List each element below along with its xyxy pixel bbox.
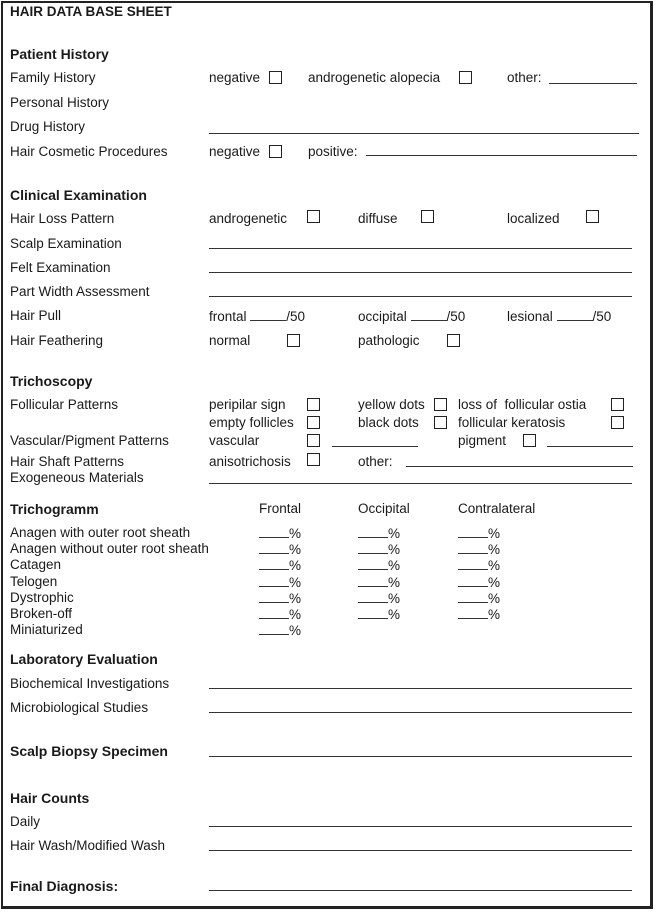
percent-blank[interactable] [259, 622, 289, 635]
trichogramm-row-label: Anagen without outer root sheath [10, 541, 209, 556]
section-laboratory-evaluation: Laboratory Evaluation [10, 651, 158, 667]
section-final-diagnosis: Final Diagnosis: [10, 878, 119, 894]
hair-pull-label: Hair Pull [10, 308, 62, 323]
yellow-dots-label: yellow dots [358, 397, 425, 412]
personal-history-label: Personal History [10, 95, 110, 110]
hair-feathering-label: Hair Feathering [10, 333, 104, 348]
felt-examination-field[interactable] [209, 272, 632, 273]
percent-sign: % [289, 526, 302, 541]
percent-blank[interactable] [358, 590, 388, 603]
percent-sign: % [388, 526, 401, 541]
loss-of-follicular-ostia-label: loss of follicular ostia [458, 397, 587, 412]
hair-pull-frontal[interactable] [209, 308, 305, 325]
trichogramm-cell-occipital[interactable] [358, 541, 400, 558]
percent-blank[interactable] [259, 606, 289, 619]
percent-sign: % [488, 575, 501, 590]
percent-sign: % [289, 558, 302, 573]
percent-blank[interactable] [259, 557, 289, 570]
trichogramm-cell-contralateral[interactable] [458, 541, 500, 558]
percent-sign: % [289, 623, 302, 638]
empty-follicles-label: empty follicles [209, 415, 294, 430]
percent-sign: % [488, 542, 501, 557]
family-negative-label: negative [209, 70, 261, 85]
trichogramm-cell-contralateral[interactable] [458, 574, 500, 591]
drug-history-field[interactable] [209, 133, 639, 134]
trichogramm-row-label: Telogen [10, 574, 58, 589]
hair-shaft-other-field[interactable] [406, 466, 633, 467]
section-scalp-biopsy: Scalp Biopsy Specimen [10, 743, 168, 759]
percent-sign: % [289, 542, 302, 557]
col-frontal: Frontal [259, 501, 302, 516]
trichogramm-cell-contralateral[interactable] [458, 590, 500, 607]
family-aga-checkbox[interactable] [459, 71, 472, 84]
frontal-blank[interactable] [250, 308, 286, 321]
hair-pull-occipital[interactable] [358, 308, 465, 325]
percent-sign: % [488, 607, 501, 622]
percent-sign: % [388, 607, 401, 622]
localized-label: localized [507, 211, 560, 226]
hair-wash-field[interactable] [209, 850, 632, 851]
section-hair-counts: Hair Counts [10, 790, 90, 806]
col-contralateral: Contralateral [458, 501, 536, 516]
percent-sign: % [488, 591, 501, 606]
felt-examination-label: Felt Examination [10, 260, 111, 275]
empty-follicles-checkbox[interactable] [307, 416, 320, 429]
percent-blank[interactable] [458, 525, 488, 538]
percent-sign: % [388, 591, 401, 606]
occipital-suffix: /50 [446, 309, 466, 324]
family-history-label: Family History [10, 70, 96, 85]
biochemical-label: Biochemical Investigations [10, 676, 170, 691]
occipital-label: occipital [358, 309, 407, 324]
trichogramm-cell-occipital[interactable] [358, 606, 400, 623]
microbiological-field[interactable] [209, 712, 632, 713]
vascular-field[interactable] [332, 446, 418, 447]
family-negative-checkbox[interactable] [269, 71, 282, 84]
yellow-dots-checkbox[interactable] [434, 398, 447, 411]
percent-blank[interactable] [458, 606, 488, 619]
daily-label: Daily [10, 814, 41, 829]
trichogramm-row-label: Broken-off [10, 606, 73, 621]
col-occipital: Occipital [358, 501, 410, 516]
exogeneous-materials-label: Exogeneous Materials [10, 470, 144, 485]
percent-sign: % [388, 558, 401, 573]
peripilar-sign-checkbox[interactable] [307, 398, 320, 411]
follicular-patterns-label: Follicular Patterns [10, 397, 119, 412]
percent-blank[interactable] [259, 590, 289, 603]
section-trichogramm: Trichogramm [10, 501, 99, 517]
cosmetic-positive-field[interactable] [366, 155, 637, 156]
pathologic-checkbox[interactable] [447, 334, 460, 347]
percent-sign: % [388, 542, 401, 557]
family-other-label: other: [507, 70, 542, 85]
hair-wash-label: Hair Wash/Modified Wash [10, 838, 166, 853]
part-width-label: Part Width Assessment [10, 284, 150, 299]
percent-blank[interactable] [358, 606, 388, 619]
pigment-checkbox[interactable] [523, 434, 536, 447]
pathologic-label: pathologic [358, 333, 420, 348]
trichogramm-row-label: Dystrophic [10, 590, 74, 605]
trichogramm-cell-contralateral[interactable] [458, 557, 500, 574]
percent-sign: % [289, 607, 302, 622]
lesional-label: lesional [507, 309, 553, 324]
biochemical-field[interactable] [209, 688, 632, 689]
pigment-label: pigment [458, 433, 507, 448]
trichogramm-cell-occipital[interactable] [358, 574, 400, 591]
vascular-label: vascular [209, 433, 260, 448]
lesional-blank[interactable] [557, 308, 593, 321]
scalp-examination-label: Scalp Examination [10, 236, 122, 251]
follicular-keratosis-label: follicular keratosis [458, 415, 566, 430]
percent-blank[interactable] [259, 574, 289, 587]
diffuse-checkbox[interactable] [421, 210, 434, 223]
family-other-field[interactable] [549, 83, 637, 84]
percent-blank[interactable] [358, 541, 388, 554]
trichogramm-cell-frontal[interactable] [259, 606, 301, 623]
occipital-blank[interactable] [411, 308, 447, 321]
lesional-suffix: /50 [592, 309, 612, 324]
trichogramm-cell-contralateral[interactable] [458, 606, 500, 623]
percent-blank[interactable] [259, 541, 289, 554]
percent-blank[interactable] [458, 574, 488, 587]
cosmetic-positive-label: positive: [308, 144, 358, 159]
frontal-suffix: /50 [286, 309, 306, 324]
pigment-field[interactable] [547, 446, 633, 447]
daily-field[interactable] [209, 826, 632, 827]
scalp-biopsy-field[interactable] [209, 756, 632, 757]
exogeneous-materials-field[interactable] [209, 483, 632, 484]
androgenetic-checkbox[interactable] [307, 210, 320, 223]
androgenetic-label: androgenetic [209, 211, 288, 226]
anisotrichosis-checkbox[interactable] [307, 453, 320, 466]
percent-blank[interactable] [458, 557, 488, 570]
percent-blank[interactable] [259, 525, 289, 538]
anisotrichosis-label: anisotrichosis [209, 454, 291, 469]
form-title: HAIR DATA BASE SHEET [10, 4, 172, 19]
percent-blank[interactable] [458, 590, 488, 603]
percent-blank[interactable] [458, 541, 488, 554]
normal-checkbox[interactable] [287, 334, 300, 347]
cosmetic-negative-label: negative [209, 144, 261, 159]
percent-blank[interactable] [358, 525, 388, 538]
hair-pull-lesional[interactable] [507, 308, 611, 325]
trichogramm-cell-occipital[interactable] [358, 590, 400, 607]
diffuse-label: diffuse [358, 211, 398, 226]
trichogramm-cell-frontal[interactable] [259, 525, 301, 542]
scalp-examination-field[interactable] [209, 248, 632, 249]
percent-sign: % [289, 591, 302, 606]
trichogramm-cell-contralateral[interactable] [458, 525, 500, 542]
trichogramm-cell-occipital[interactable] [358, 557, 400, 574]
trichogramm-cell-frontal[interactable] [259, 541, 301, 558]
frontal-label: frontal [209, 309, 247, 324]
black-dots-checkbox[interactable] [434, 416, 447, 429]
trichogramm-row-label: Anagen with outer root sheath [10, 525, 191, 540]
section-trichoscopy: Trichoscopy [10, 373, 93, 389]
percent-blank[interactable] [358, 574, 388, 587]
hair-shaft-patterns-label: Hair Shaft Patterns [10, 454, 125, 469]
percent-sign: % [289, 575, 302, 590]
hair-shaft-other-label: other: [358, 454, 393, 469]
percent-sign: % [388, 575, 401, 590]
part-width-field[interactable] [209, 296, 632, 297]
drug-history-label: Drug History [10, 119, 86, 134]
final-diagnosis-field[interactable] [209, 890, 632, 891]
trichogramm-cell-frontal[interactable] [259, 557, 301, 574]
follicular-keratosis-checkbox[interactable] [611, 416, 624, 429]
localized-checkbox[interactable] [586, 210, 599, 223]
section-patient-history: Patient History [10, 46, 109, 62]
percent-blank[interactable] [358, 557, 388, 570]
peripilar-sign-label: peripilar sign [209, 397, 286, 412]
percent-sign: % [488, 526, 501, 541]
black-dots-label: black dots [358, 415, 419, 430]
trichogramm-row-label: Catagen [10, 557, 62, 572]
vascular-pigment-label: Vascular/Pigment Patterns [10, 433, 169, 448]
normal-label: normal [209, 333, 251, 348]
loss-of-follicular-ostia-checkbox[interactable] [611, 398, 624, 411]
trichogramm-row-label: Miniaturized [10, 622, 83, 637]
hair-loss-pattern-label: Hair Loss Pattern [10, 211, 115, 226]
trichogramm-cell-occipital[interactable] [358, 525, 400, 542]
section-clinical-examination: Clinical Examination [10, 187, 147, 203]
vascular-checkbox[interactable] [307, 434, 320, 447]
trichogramm-cell-frontal[interactable] [259, 622, 301, 639]
hair-cosmetic-label: Hair Cosmetic Procedures [10, 144, 168, 159]
percent-sign: % [488, 558, 501, 573]
family-aga-label: androgenetic alopecia [308, 70, 441, 85]
cosmetic-negative-checkbox[interactable] [269, 145, 282, 158]
trichogramm-cell-frontal[interactable] [259, 590, 301, 607]
microbiological-label: Microbiological Studies [10, 700, 149, 715]
trichogramm-cell-frontal[interactable] [259, 574, 301, 591]
